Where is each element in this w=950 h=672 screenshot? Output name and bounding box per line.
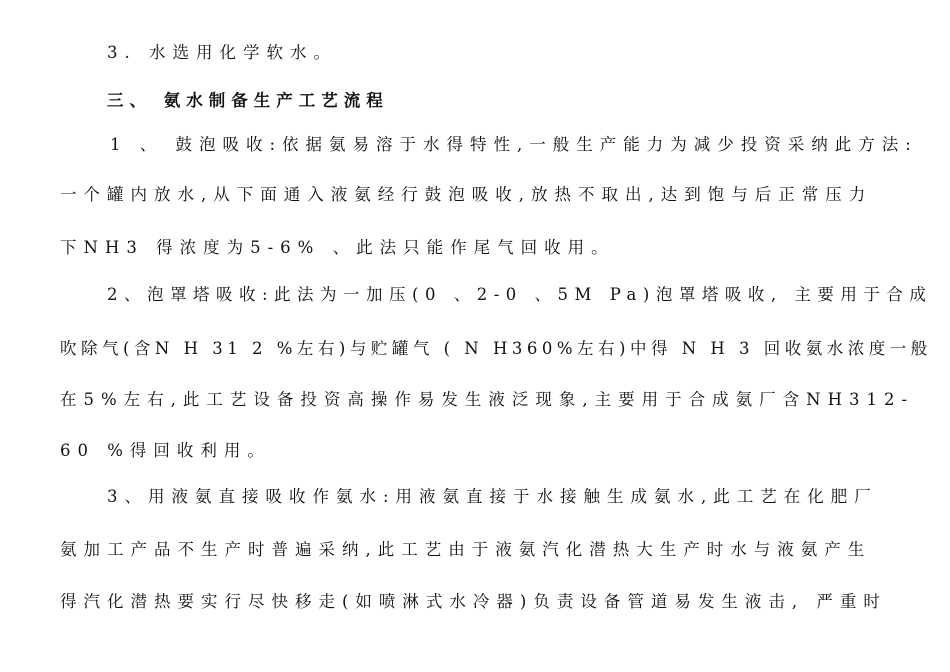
paragraph-line: 60 %得回收利用。: [60, 441, 271, 460]
paragraph-line: 吹除气(含N H 31 2 %左右)与贮罐气 ( N H360%左右)中得 N H 3 回收氨水浓度一般: [60, 339, 932, 358]
paragraph-line: 3、用液氨直接吸收作氨水:用液氨直接于水接触生成氨水,此工艺在化肥厂: [107, 487, 878, 506]
paragraph-line: 氨加工产品不生产时普遍采纳,此工艺由于液氨汽化潜热大生产时水与液氨产生: [60, 540, 872, 559]
paragraph-line: 在5%左右,此工艺设备投资高操作易发生液泛现象,主要用于合成氨厂含NH312-: [60, 390, 915, 409]
paragraph-line: 下NH3 得浓度为5-6% 、此法只能作尾气回收用。: [60, 238, 615, 257]
paragraph-line: 一个罐内放水,从下面通入液氨经行鼓泡吸收,放热不取出,达到饱与后正常压力: [60, 185, 873, 204]
section-heading: 三、 氨水制备生产工艺流程: [107, 91, 389, 110]
list-item-water-softening: 3. 水选用化学软水。: [107, 43, 337, 62]
paragraph-line: 2、泡罩塔吸收:此法为一加压(0 、2-0 、5M Pa)泡罩塔吸收, 主要用于合成: [107, 285, 933, 304]
paragraph-line: 得汽化潜热要实行尽快移走(如喷淋式水冷器)负责设备管道易发生液击, 严重时: [60, 592, 887, 611]
paragraph-line: 1 、 鼓泡吸收:依据氨易溶于水得特性,一般生产能力为减少投资采纳此方法:: [110, 135, 918, 154]
